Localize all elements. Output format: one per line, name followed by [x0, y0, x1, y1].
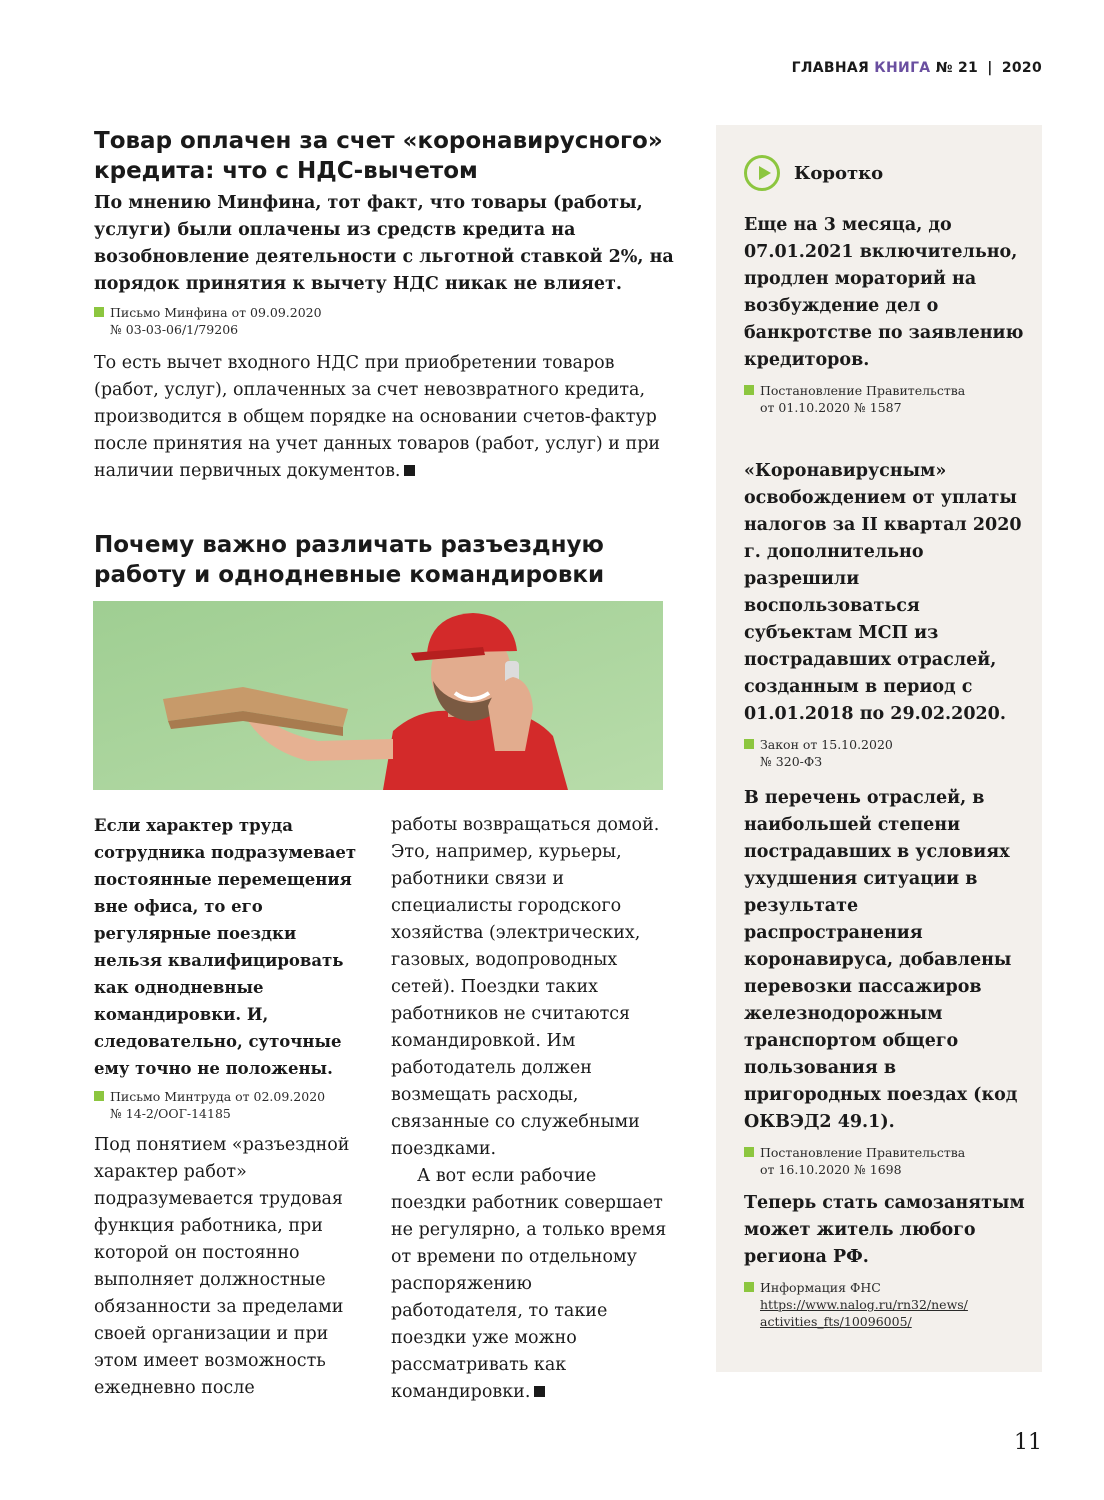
article2-body2-text: А вот если рабочие поездки работник совершает не регулярно, а только время от времени по отдельному распоряжению работодателя, то такие поездки уже можно рассматривать как командировки. [391, 1166, 667, 1402]
article1-title: Товар оплачен за счет «коронавирусного» кредита: что с НДС-вычетом [94, 128, 663, 184]
source-line1: Постановление Правительства [760, 1145, 966, 1160]
sidebar-item [744, 212, 1034, 416]
source-line1: Информация ФНС [760, 1280, 881, 1295]
source-bullet-icon [744, 739, 754, 749]
article1-source [94, 304, 674, 338]
source-bullet-icon [94, 307, 104, 317]
masthead [792, 60, 1042, 76]
article2-source-line1: Письмо Минтруда от 02.09.2020 [110, 1089, 326, 1104]
source-line2: от 16.10.2020 № 1698 [760, 1162, 902, 1177]
source-line2: от 01.10.2020 № 1587 [760, 400, 902, 415]
sidebar-item [744, 1190, 1034, 1330]
end-mark-icon [534, 1386, 545, 1397]
masthead-separator: | [987, 60, 993, 76]
sidebar-header [744, 155, 883, 191]
source-line1: Закон от 15.10.2020 [760, 737, 893, 752]
sidebar-item-text: «Коронавирусным» освобождением от уплаты налогов за II квартал 2020 г. дополнительно разрешили воспользоваться субъектам МСП из пострадавших отраслей, созданным в период с 01.01.2018 по 29.02.2020. [744, 461, 1022, 724]
sidebar-item-source [744, 736, 1034, 770]
sidebar-item-text: Теперь стать самозанятым может житель любого региона РФ. [744, 1193, 1025, 1267]
sidebar-item-source [744, 1144, 1034, 1178]
fns-link-line2[interactable]: activities_fts/10096005/ [760, 1314, 912, 1329]
article1-source-line2: № 03-03-06/1/79206 [110, 322, 239, 337]
end-mark-icon [404, 465, 415, 476]
play-icon [744, 155, 780, 191]
article-vat-deduction [94, 126, 674, 485]
courier-illustration [93, 601, 663, 790]
article2-body-part1: Под понятием «разъездной характер работ» подразумевается трудовая функция работника, при которой он постоянно выполняет должностные обязанности за пределами своей организации и при этом имеет возможность ежедневно после [94, 1135, 350, 1398]
sidebar-item-source [744, 1279, 1034, 1330]
source-line1: Постановление Правительства [760, 383, 966, 398]
article1-body [94, 350, 674, 485]
article2-lead: Если характер труда сотрудника подразумевает постоянные перемещения вне офиса, то его регулярные поездки нельзя квалифицировать как однодневные командировки. И, следовательно, суточные ему точно не положены. [94, 816, 357, 1078]
sidebar-item-source [744, 382, 1034, 416]
article2-source-line2: № 14-2/ООГ-14185 [110, 1106, 231, 1121]
source-bullet-icon [744, 1147, 754, 1157]
fns-link-line1[interactable]: https://www.nalog.ru/rn32/news/ [760, 1297, 968, 1312]
source-bullet-icon [94, 1091, 104, 1101]
article2-column-right [391, 812, 667, 1406]
article2-source [94, 1088, 366, 1122]
masthead-title: ГЛАВНАЯ [791, 60, 870, 76]
article2-column-left [94, 812, 366, 1402]
sidebar-item [744, 458, 1034, 770]
source-bullet-icon [744, 1282, 754, 1292]
courier-photo [93, 601, 663, 790]
article2-body-part2 [391, 1163, 667, 1406]
masthead-title-accent: КНИГА [874, 60, 931, 76]
sidebar-title: Коротко [794, 162, 884, 184]
sidebar-item-text: В перечень отраслей, в наибольшей степени пострадавших в условиях ухудшения ситуации в результате распространения коронавируса, добавлены перевозки пассажиров железнодорожным транспортом общего пользования в пригородных поездах (код ОКВЭД2 49.1). [744, 788, 1018, 1132]
masthead-year: 2020 [1001, 60, 1042, 76]
sidebar-item [744, 785, 1034, 1178]
photo-background [93, 601, 663, 790]
article1-source-line1: Письмо Минфина от 09.09.2020 [110, 305, 322, 320]
source-line2: № 320-ФЗ [760, 754, 823, 769]
sidebar-item-text: Еще на 3 месяца, до 07.01.2021 включительно, продлен мораторий на возбуждение дел о банкротстве по заявлению кредиторов. [744, 215, 1024, 370]
source-bullet-icon [744, 385, 754, 395]
article1-body-text: То есть вычет входного НДС при приобретении товаров (работ, услуг), оплаченных за счет невозвратного кредита, производится в общем порядке на основании счетов-фактур после принятия на учет данных товаров (работ, услуг) и при наличии первичных документов. [94, 353, 661, 481]
page-number: 11 [1014, 1430, 1042, 1455]
article1-lead: По мнению Минфина, тот факт, что товары (работы, услуги) были оплачены из средств кредита на возобновление деятельности с льготной ставкой 2%, на порядок принятия к вычету НДС никак не влияет. [94, 193, 674, 294]
article2-title: Почему важно различать разъездную работу и однодневные командировки [94, 532, 605, 588]
article2-body-part1-cont: работы возвращаться домой. Это, например, курьеры, работники связи и специалисты городского хозяйства (электрических, газовых, водопроводных сетей). Поездки таких работников не считаются командировкой. Им работодатель должен возмещать расходы, связанные со служебными поездками. [391, 815, 660, 1159]
sidebar-briefly [716, 125, 1042, 1372]
masthead-issue: № 21 [935, 60, 979, 76]
